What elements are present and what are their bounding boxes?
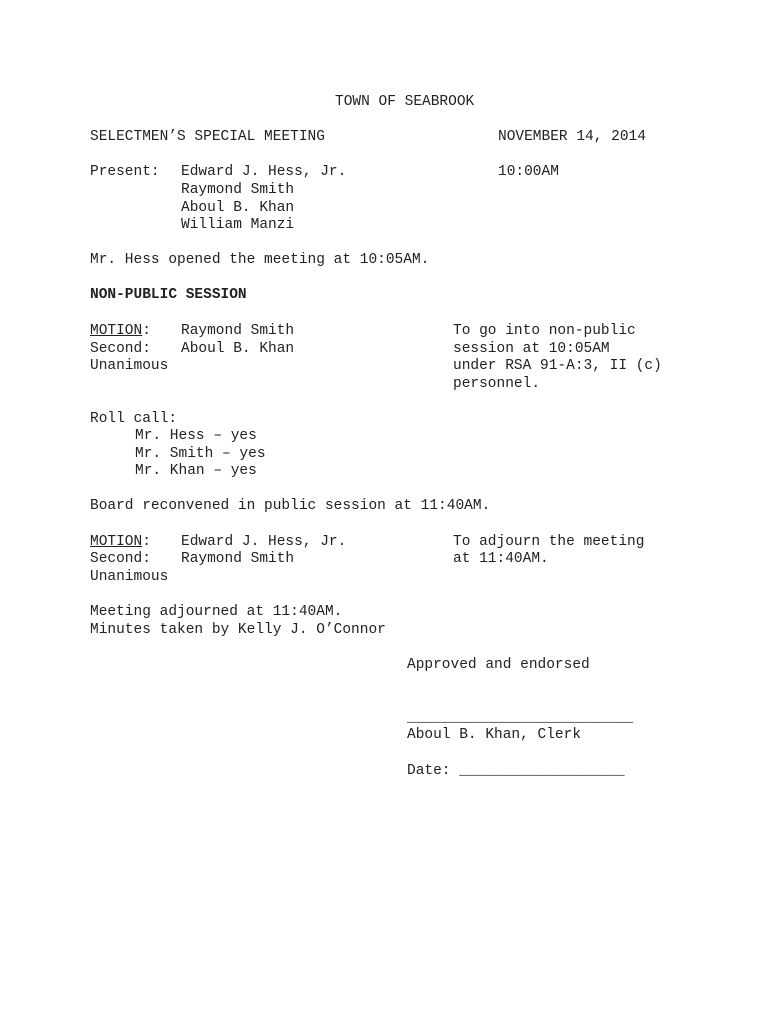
motion-description-line: session at 10:05AM <box>453 341 610 357</box>
second-by: Raymond Smith <box>181 551 295 567</box>
document-title: TOWN OF SEABROOK <box>335 94 475 110</box>
motion-description-line: under RSA 91-A:3, II (c) <box>453 358 662 374</box>
motion-by: Edward J. Hess, Jr. <box>181 534 347 550</box>
present-label: Present: <box>90 164 160 180</box>
motion-label: MOTION <box>90 534 143 550</box>
motion-label-line <box>90 322 151 340</box>
motion-colon: : <box>142 323 151 339</box>
vote-result: Unanimous <box>90 358 169 374</box>
signature-line: __________________________ <box>407 710 634 726</box>
approval-label: Approved and endorsed <box>407 657 590 673</box>
present-member: Raymond Smith <box>181 182 295 198</box>
meeting-type: SELECTMEN’S SPECIAL MEETING <box>90 129 325 145</box>
date-field <box>407 762 625 780</box>
minutes-taker: Minutes taken by Kelly J. O’Connor <box>90 622 386 638</box>
roll-call-vote: Mr. Smith – yes <box>135 446 266 462</box>
second-label: Second: <box>90 551 151 567</box>
adjourned-statement: Meeting adjourned at 11:40AM. <box>90 604 343 620</box>
roll-call-label: Roll call: <box>90 411 178 427</box>
motion-description-line: To adjourn the meeting <box>453 534 645 550</box>
motion-label: MOTION <box>90 323 143 339</box>
roll-call-vote: Mr. Hess – yes <box>135 428 257 444</box>
vote-result: Unanimous <box>90 569 169 585</box>
motion-by: Raymond Smith <box>181 323 295 339</box>
second-by: Aboul B. Khan <box>181 341 295 357</box>
date-line: ___________________ <box>459 763 625 779</box>
meeting-date: NOVEMBER 14, 2014 <box>498 129 646 145</box>
roll-call-vote: Mr. Khan – yes <box>135 463 257 479</box>
reconvened-statement: Board reconvened in public session at 11:40AM. <box>90 498 491 514</box>
present-member: William Manzi <box>181 217 295 233</box>
motion-description-line: personnel. <box>453 376 541 392</box>
section-heading: NON-PUBLIC SESSION <box>90 287 247 303</box>
date-label: Date: <box>407 763 451 779</box>
motion-label-line <box>90 533 151 551</box>
present-member: Edward J. Hess, Jr. <box>181 164 347 180</box>
meeting-time: 10:00AM <box>498 164 559 180</box>
signer-name: Aboul B. Khan, Clerk <box>407 727 582 743</box>
opening-statement: Mr. Hess opened the meeting at 10:05AM. <box>90 252 430 268</box>
motion-colon: : <box>142 534 151 550</box>
motion-description-line: at 11:40AM. <box>453 551 549 567</box>
motion-description-line: To go into non-public <box>453 323 636 339</box>
present-member: Aboul B. Khan <box>181 200 295 216</box>
second-label: Second: <box>90 341 151 357</box>
